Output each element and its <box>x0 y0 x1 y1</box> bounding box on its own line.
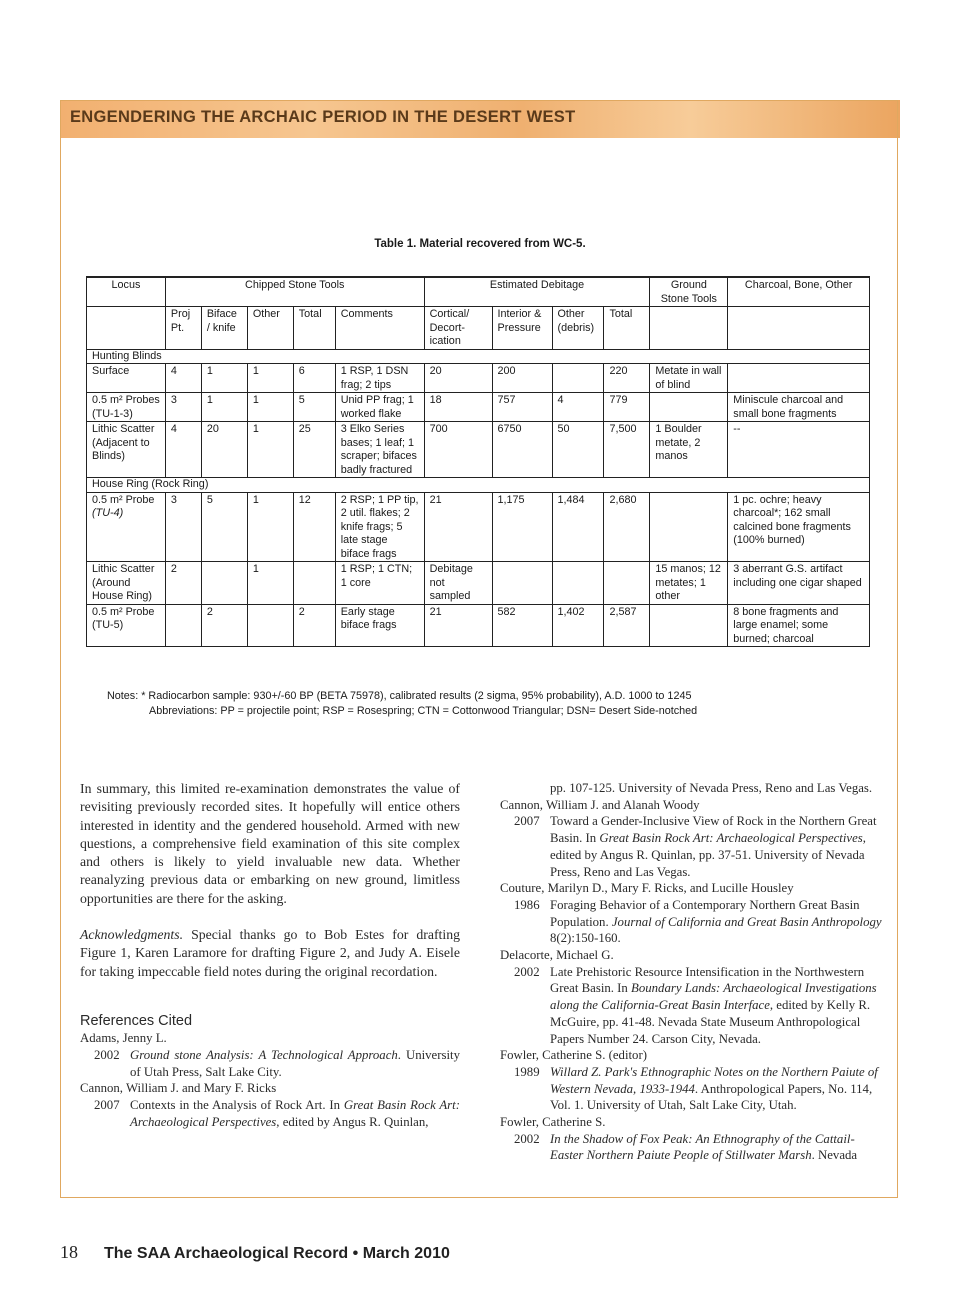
page-footer <box>60 1242 450 1263</box>
left-column <box>80 780 460 1130</box>
header-ground: Ground Stone Tools <box>650 277 728 307</box>
section-label: House Ring (Rock Ring) <box>87 478 870 493</box>
section-row <box>87 478 870 493</box>
header-other-debris: Other (debris) <box>552 307 604 350</box>
ref-entry: 1989 Willard Z. Park's Ethnographic Notes on the Northern Paiute of Western Nevada, 1933-1944. Anthropological Papers, No. 114, Vol. 1. University of Utah, Salt Lake City, Utah. <box>514 1064 878 1113</box>
table-row: Surface 4 1 1 6 1 RSP, 1 DSN frag; 2 tips 20 200 220 Metate in wall of blind <box>87 364 870 393</box>
table-sub-header <box>87 307 870 350</box>
ref-author: Cannon, William J. and Mary F. Ricks <box>80 1081 277 1096</box>
header-locus: Locus <box>87 277 166 307</box>
table-row: Lithic Scatter (Around House Ring) 2 1 1 RSP; 1 CTN; 1 core Debitage not sampled 15 manos; 12 metates; 1 other 3 aberrant G.S. artifact including one cigar shaped <box>87 562 870 605</box>
header-biface: Biface / knife <box>201 307 247 350</box>
ref-continuation: pp. 107-125. University of Nevada Press, Reno and Las Vegas. <box>550 781 873 795</box>
ref-entry: 2002 In the Shadow of Fox Peak: An Ethnography of the Cattail-Easter Northern Paiute People of Stillwater Marsh. Nevada <box>514 1131 858 1163</box>
section-label: Hunting Blinds <box>87 349 870 364</box>
table-row: 0.5 m² Probe (TU-4) 3 5 1 12 2 RSP; 1 PP tip, 2 util. flakes; 2 knife frags; 5 late stage biface frags 21 1,175 1,484 2,680 1 pc. ochre; heavy charcoal*; 162 small calcined bone fragments (100% burned) <box>87 492 870 562</box>
summary-paragraph: In summary, this limited re-examination demonstrates the value of revisiting previously recorded sites. It hopefully will entice others interested in identity and the gendered household. Armed with new questions, a comprehensive field examination of this site complex and others is likely to yield invaluable new data. Whether reanalyzing previous data or embarking on new ground, limitless opportunities are there for the asking. <box>80 781 460 906</box>
header-comments: Comments <box>335 307 424 350</box>
header-other: Other <box>247 307 293 350</box>
acknowledgments-paragraph: Acknowledgments. Special thanks go to Bob Estes for drafting Figure 1, Karen Laramore for drafting Figure 2, and Judy A. Eisele for taking impeccable field notes during the original recordation. <box>80 927 460 979</box>
abbreviations-line: Abbreviations: PP = projectile point; RSP = Rosespring; CTN = Cottonwood Triangular; DSN= Desert Side-notched <box>149 705 698 717</box>
ref-entry: 2002 Ground stone Analysis: A Technological Approach. University of Utah Press, Salt Lake City. <box>94 1047 460 1079</box>
table-group-header <box>87 277 870 307</box>
table-notes <box>107 689 697 719</box>
ref-entry: 2007 Toward a Gender-Inclusive View of Rock in the Northern Great Basin. In Great Basin Rock Art: Archaeological Perspectives, edited by Angus R. Quinlan, pp. 37-51. University of Nevada Press, Reno and Las Vegas. <box>514 814 877 879</box>
ref-entry: 2002 Late Prehistoric Resource Intensification in the Northwestern Great Basin. In Boundary Lands: Archaeological Investigations along the California-Great Basin Interface, edited by Kelly R. McGuire, pp. 41-48. Nevada State Museum Anthropological Papers Number 24. Carson City, Nevada. <box>514 964 877 1046</box>
notes-line: Notes: * Radiocarbon sample: 930+/-60 BP (BETA 75978), calibrated results (2 sigma, 95% probability), A.D. 1000 to 1245 <box>107 690 692 702</box>
header-total-debitage: Total <box>604 307 650 350</box>
journal-title: The SAA Archaeological Record • March 2010 <box>104 1245 450 1262</box>
header-total: Total <box>293 307 335 350</box>
references-left <box>80 1030 460 1130</box>
references-heading: References Cited <box>80 1012 193 1029</box>
header-proj: Proj Pt. <box>165 307 201 350</box>
ref-author: Cannon, William J. and Alanah Woody <box>500 797 700 812</box>
table-row: Lithic Scatter (Adjacent to Blinds) 4 20 1 25 3 Elko Series bases; 1 leaf; 1 scraper; bifaces badly fractured 700 6750 50 7,500 1 Boulder metate, 2 manos -- <box>87 422 870 478</box>
header-charcoal: Charcoal, Bone, Other <box>728 277 870 307</box>
material-table <box>86 276 870 647</box>
ref-entry: 1986 Foraging Behavior of a Contemporary Northern Great Basin Population. Journal of California and Great Basin Anthropology 8(2):150-160. <box>514 897 882 946</box>
section-row <box>87 349 870 364</box>
banner-title: ENGENDERING THE ARCHAIC PERIOD IN THE DESERT WEST <box>70 108 576 126</box>
page-number: 18 <box>60 1242 78 1262</box>
right-column <box>500 780 885 1164</box>
ref-author: Delacorte, Michael G. <box>500 948 614 963</box>
table-row: 0.5 m² Probes (TU-1-3) 3 1 1 5 Unid PP frag; 1 worked flake 18 757 4 779 Miniscule charcoal and small bone fragments <box>87 393 870 422</box>
ref-entry: 2007 Contexts in the Analysis of Rock Art. In Great Basin Rock Art: Archaeological Perspectives, edited by Angus R. Quinlan, <box>94 1098 460 1129</box>
header-cortical: Cortical/ Decort-ication <box>424 307 492 350</box>
ref-author: Adams, Jenny L. <box>80 1031 167 1046</box>
header-chipped: Chipped Stone Tools <box>165 277 424 307</box>
header-interior: Interior & Pressure <box>492 307 552 350</box>
header-debitage: Estimated Debitage <box>424 277 650 307</box>
ref-author: Fowler, Catherine S. <box>500 1115 606 1130</box>
table-title: Table 1. Material recovered from WC-5. <box>374 238 586 250</box>
ref-author: Fowler, Catherine S. (editor) <box>500 1048 647 1063</box>
ref-author: Couture, Marilyn D., Mary F. Ricks, and Lucille Housley <box>500 881 794 896</box>
table-row: 0.5 m² Probe (TU-5) 2 2 Early stage biface frags 21 582 1,402 2,587 8 bone fragments and large enamel; some burned; charcoal <box>87 604 870 647</box>
